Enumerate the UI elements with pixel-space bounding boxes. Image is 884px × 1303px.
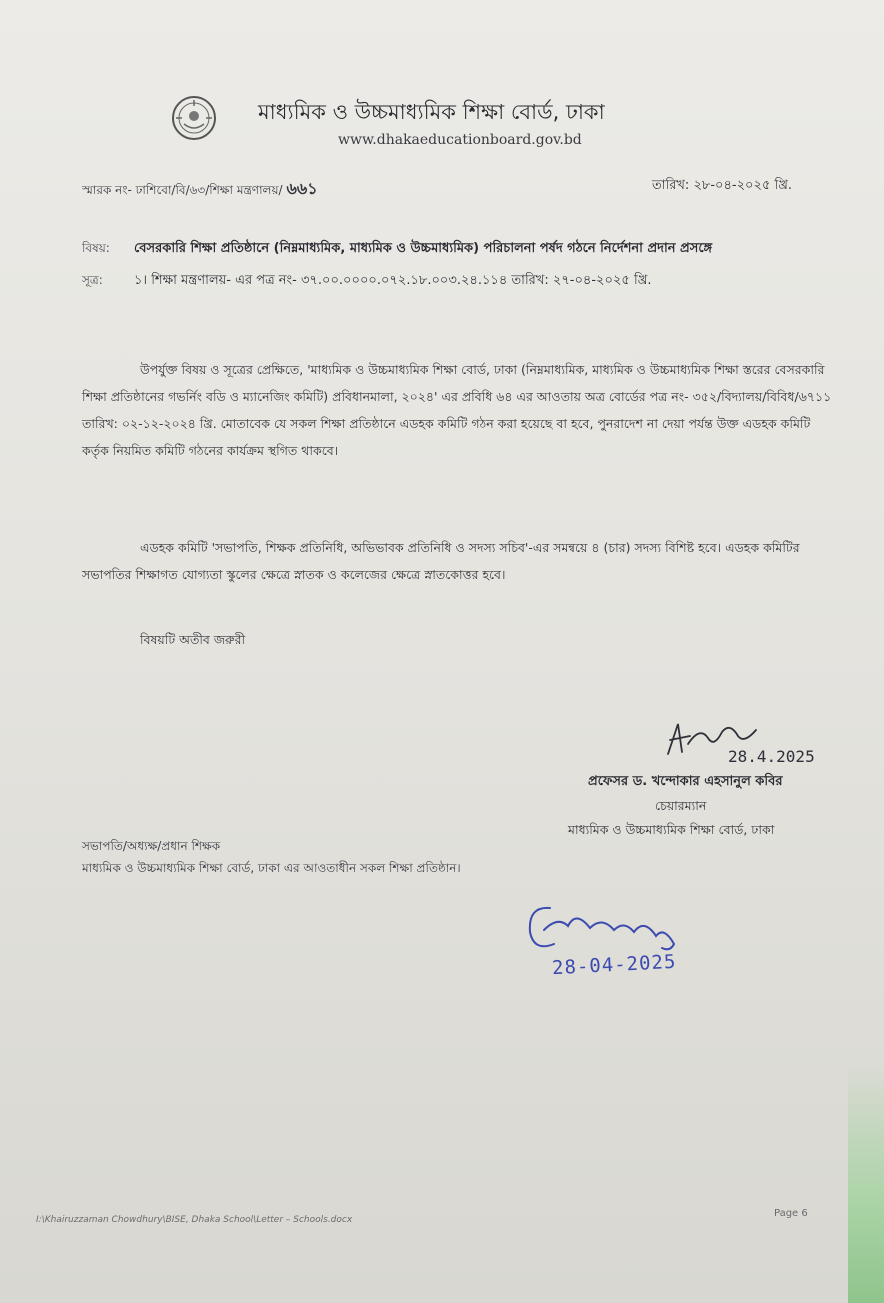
footer-file-path: I:\Khairuzzaman Chowdhury\BISE, Dhaka School\Letter – Schools.docx xyxy=(36,1215,353,1225)
board-website: www.dhakaeducationboard.gov.bd xyxy=(338,132,582,148)
signatory-title: চেয়ারম্যান xyxy=(655,798,707,813)
chairman-signature-date: 28.4.2025 xyxy=(728,747,815,766)
chairman-signature xyxy=(660,718,840,766)
second-signature xyxy=(524,896,694,954)
board-name: মাধ্যমিক ও উচ্চমাধ্যমিক শিক্ষা বোর্ড, ঢাকা xyxy=(258,100,605,124)
memo-prefix: স্মারক নং- ঢাশিবো/বি/৬৩/শিক্ষা মন্ত্রণালয়/ xyxy=(82,183,283,197)
memo-serial: ৬৬১ xyxy=(286,179,318,198)
second-signature-date: 28-04-2025 xyxy=(551,950,677,980)
urgent-note: বিষয়টি অতীব জরুরী xyxy=(140,632,246,647)
reference-label: সূত্র: xyxy=(82,273,103,287)
signatory-organization: মাধ্যমিক ও উচ্চমাধ্যমিক শিক্ষা বোর্ড, ঢাকা xyxy=(568,822,775,837)
reference-text: ১। শিক্ষা মন্ত্রণালয়- এর পত্র নং- ৩৭.০০.০০০০.০৭২.১৮.০০৩.২৪.১১৪ তারিখ: ২৭-০৪-২০২৫ খ্রি. xyxy=(134,273,652,288)
page-edge-decoration xyxy=(848,1063,884,1303)
signatory-name: প্রফেসর ড. খন্দোকার এহসানুল কবির xyxy=(588,774,783,789)
board-seal-icon xyxy=(170,94,218,142)
subject-text: বেসরকারি শিক্ষা প্রতিষ্ঠানে (নিম্নমাধ্যমিক, মাধ্যমিক ও উচ্চমাধ্যমিক) পরিচালনা পর্ষদ গঠনে নির্দেশনা প্রদান প্রসঙ্গে xyxy=(134,241,713,256)
page-number: Page 6 xyxy=(774,1208,808,1219)
letter-date: তারিখ: ২৮-০৪-২০২৫ খ্রি. xyxy=(652,178,793,193)
recipient-line-1: সভাপতি/অধ্যক্ষ/প্রধান শিক্ষক xyxy=(82,839,221,853)
memo-number xyxy=(82,176,318,203)
subject-label: বিষয়: xyxy=(82,241,110,255)
body-paragraph-2: এডহক কমিটি 'সভাপতি, শিক্ষক প্রতিনিধি, অভিভাবক প্রতিনিধি ও সদস্য সচিব'-এর সমন্বয়ে ৪ (চার) সদস্য বিশিষ্ট হবে। এডহক কমিটির সভাপতির শিক্ষাগত যোগ্যতা স্কুলের ক্ষেত্রে স্নাতক ও কলেজের ক্ষেত্রে স্নাতকোত্তর হবে। xyxy=(82,540,800,582)
body-paragraph-1: উপর্যুক্ত বিষয় ও সূত্রের প্রেক্ষিতে, 'মাধ্যমিক ও উচ্চমাধ্যমিক শিক্ষা বোর্ড, ঢাকা (নিম্নমাধ্যমিক, মাধ্যমিক ও উচ্চমাধ্যমিক শিক্ষা স্তরের বেসরকারি শিক্ষা প্রতিষ্ঠানের গভর্নিং বডি ও ম্যানেজিং কমিটি) প্রবিধানমালা, ২০২৪' এর প্রবিধি ৬৪ এর আওতায় অত্র বোর্ডের পত্র নং- ৩৫২/বিদ্যালয়/বিবিধ/৬৭১১ তারিখ: ০২-১২-২০২৪ খ্রি. মোতাবেক যে সকল শিক্ষা প্রতিষ্ঠানে এডহক কমিটি গঠন করা হয়েছে বা হবে, পুনরাদেশ না দেয়া পর্যন্ত উক্ত এডহক কমিটি কর্তৃক নিয়মিত কমিটি গঠনের কার্যক্রম স্থগিত থাকবে। xyxy=(82,362,832,458)
recipient-line-2: মাধ্যমিক ও উচ্চমাধ্যমিক শিক্ষা বোর্ড, ঢাকা এর আওতাধীন সকল শিক্ষা প্রতিষ্ঠান। xyxy=(82,861,461,875)
